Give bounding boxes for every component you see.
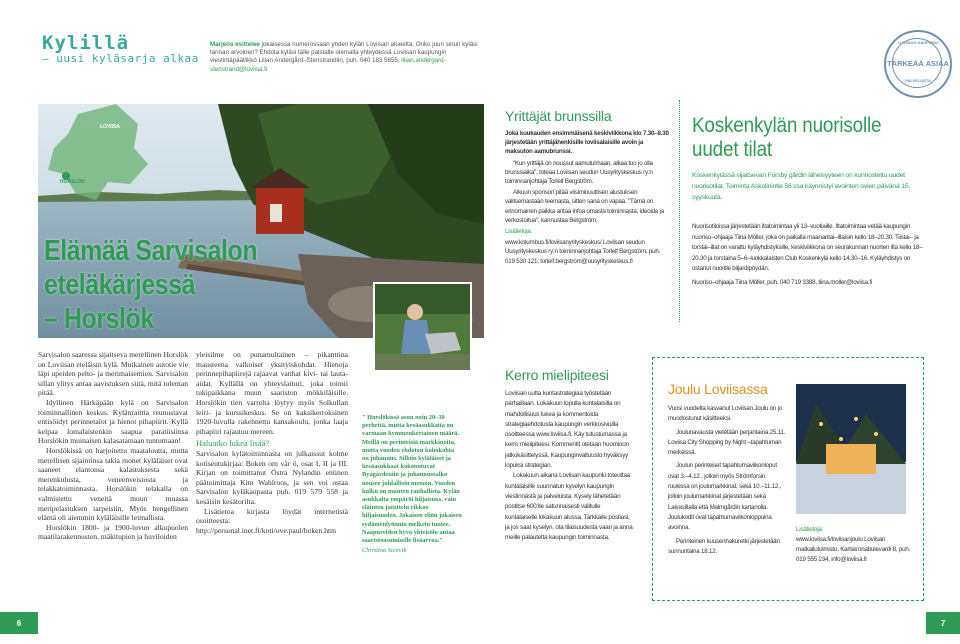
christmas-photo xyxy=(796,384,906,514)
joulu-info-text: www.loviisa.fi/loviisanjoulu Loviisan matkailutoimisto, Karlskronabulevardi 8, puh. 019 555 234, info@loviisa.fi xyxy=(796,536,911,563)
series-subtitle: – uusi kyläsarja alkaa xyxy=(42,52,199,65)
portrait-photo xyxy=(373,282,472,372)
column-divider xyxy=(679,100,680,322)
yrittajat-info: www.kolumbus.fi/loviisanyrityskeskus/ Loviisan seudun Uusyrityskeskus ry:n toiminnanjohtaja Torleif Bergström, puh. 019 530 121, torleif.bergstrom@uusyrityskeskus.fi xyxy=(505,239,661,265)
pull-quote xyxy=(362,414,462,555)
quote-author: Christina Stenvik xyxy=(362,547,407,555)
joulu-info-label: Lisätietoja: xyxy=(796,526,824,533)
stamp-top-text: LOVIISAN KAUPUNKI xyxy=(897,40,939,45)
stamp-middle-text: TÄRKEÄÄ ASIAA xyxy=(887,59,949,68)
stamp-bottom-text: PALVELUSTA xyxy=(905,78,931,83)
article-paragraph: Sarvisalon saaressa sijaitseva merellinen Horslök on Loviisan eteläisin kylä. Mutkainen autotie vie läpi upeiden pelto- ja merimaisemien. Sarvisalon sillan ylitys antaa aavistuksen siitä, mitä tuleman pitää. xyxy=(38,350,188,398)
feature-title-line1: Elämää Sarvisalon xyxy=(44,235,258,267)
kerro-heading: Kerro mielipiteesi xyxy=(505,367,609,383)
feature-title-line2: eteläkärjessä xyxy=(44,269,196,301)
quote-text: " Horslökissä asuu noin 20–30 perhettä, mutta kesäasukkaita on varmaan kymmenkertainen määrä. Meillä on perinteisiä markkinoita, mutta vuoden ehdoton kohokohta on juhannus. Silloin kyläläiset ja kesäasukkaat kokoontuvat Byagårdeniin ja juhannussalko nousee juhlallisin menoin. Vuoden kulku on muuten rauhallista. Kylän asukkaita ympäröi hiljaisuus, vain eläinten jututtelu rikkoo hiljaisuuden. Jokaisen eliön jokaisen sydämenlyönnin melkein tuntee. Naapureiden hyvä yhteisölo antaa saaristoasumiselle lisäarvoa." xyxy=(362,414,462,545)
joulu-heading: Joulu Loviisassa xyxy=(668,381,768,397)
intro-email: lilian.andergard-stenstrand@loviisa.fi xyxy=(210,57,446,73)
map-label-loviisa: LOVIISA xyxy=(100,124,121,130)
kerro-body xyxy=(505,389,633,543)
yrittajat-body xyxy=(505,129,670,268)
koskenkyla-paragraph: Nuorisotiloissa järjestetään iltatoimintaa yli 13–vuotiaille. Iltatoimintaa vetää kaupungin nuoriso–ohjaaja Tiina Möller, joka on paikalla maanantai–iltaisin kello 18–20.30. Tiistai– ja torstai–illat on varattu kyläyhdistyksille, keskiviikkona on seurakunnan nuorten ilta kello 18–20.30 ja torstaina 5–6–luokkalaisten Club Koskenkylä kello 14.30–16. Kyläyhdistys on ostanut nuorille biljardipöydän. xyxy=(692,223,923,273)
yrittajat-lead: Joka kuukauden ensimmäisenä keskiviikkona klo 7.30–8.30 järjestetään yrittäjähenkisille loviisalaisille avoin ja maksuton aamubrunssi. xyxy=(505,130,669,156)
koskenkyla-lead: Koskenkylässä sijaitsevan Forsby gårdin läheisyyteen on kunnostettu uudet nuorisotilat. Toiminta Askolinintie 56:ssa käynnistyi avointen ovien päivänä 15. syyskuuta. xyxy=(692,172,911,201)
koskenkyla-contact: Nuoriso–ohjaaja Tiina Möller, puh. 040 719 3388, tiina.moller@loviisa.fi xyxy=(692,278,873,286)
koskenkyla-body xyxy=(692,222,930,292)
article-paragraph: Horslökin 1800- ja 1900-luvun alkupuolen maatilarakennusten, mäkitupien ja huviloiden xyxy=(38,522,188,542)
intro-text: jokaisessa numerossaan yhden kylän Loviisan alueelta. Onko juuri sinun kyläsi tarinan arvoinen? Ehdota kyläsi tälle palstalle olemalla yhteydessä Loviisan kaupungin viestintäpäällikkö Lilian Andergård–Stenstrandiin, puh. 040 183 5655, xyxy=(210,41,478,65)
series-intro xyxy=(210,41,480,74)
series-title: Kylillä xyxy=(42,32,130,54)
koskenkyla-heading-line2: uudet tilat xyxy=(692,138,772,161)
article-paragraph: Idyllinen Härkäpään kylä on Sarvisalon toiminnallinen keskus. Kylänraittia reunustavat entisöidyt perinnetalot ja hienot pihapiirit. Kyllä kelpaa lomalaistenkin saapua paratiisiinsa Horslökin muinaisen kalasatamaan tuntumaan! xyxy=(38,397,188,446)
kerro-paragraph: Lokakuun aikana Loviisan kaupunki toteuttaa kuntalaisille suunnatun kyselyn kaupungin viestinnästä ja palveluista. Kysely lähetetään postitse 600:lle satunnaisesti valitulle kuntalaiselle lokakuun alussa. Tarkkaile postiasi, ja jos saat kyselyn, ota tilaisuudesta vaari ja anna meille palautetta kaupungin toiminnasta. xyxy=(505,472,633,542)
yrittajat-heading: Yrittäjät brunssilla xyxy=(505,108,612,124)
joulu-body xyxy=(668,404,788,560)
joulu-info xyxy=(796,525,916,565)
article-column-2 xyxy=(196,350,348,535)
joulu-lead: Vuosi vuodelta kasvanut Loviisan Joulu on jo muodostunut käsitteeksi. xyxy=(668,405,783,423)
yrittajat-info-label: Lisätietoja: xyxy=(505,228,533,236)
kerro-paragraph: Loviisan uutta kuntastrategiaa työstetään parhaillaan. Lokakuun lopulla kuntalaisilla on mahdollisuus lukea ja kommentoida strategiaehdotusta kaupungin verkkosivuilla osoitteessa www.loviisa.fi. Käy tutustumassa ja kerro mielipiteesi. Kommentit otetaan huomioon jatkokäsittelyssä. Kaupunginvaltuusto hyväksyy lopuksi strategian. xyxy=(505,390,629,470)
page-number-right: 7 xyxy=(926,612,960,634)
article-paragraph: Horslökissä on harjoitettu maataloutta, mutta merellisen sijaintinsa takia monet kyläläiset ovat saaneet elantonsa kalastuksesta sekä merenkulusta, veneenveistosta ja telakkatoiminnasta. Horslökin telakalla on valmistettu veneitä muun muassa meripelastuksen tarpeisiin. Myös hengellinen elämä oli aiemmin kyläläisille leimallista. xyxy=(38,445,188,523)
map-label-horslok: HORSLÖK xyxy=(60,179,85,185)
intro-lead: Marjens esittelee xyxy=(210,41,260,48)
yrittajat-paragraph: Alkuun sponsori pitää viisiminuuttisen alustuksen valitsemastaan teemasta, sitten sana on vapaa. "Tämä on erinomainen paikka antaa infoa omasta toiminnasta, ideoida ja verkostoitua", kannustaa Bergström. xyxy=(505,189,665,224)
feature-title-line3: – Horslök xyxy=(44,303,154,335)
joulu-paragraph: Joulunavausta vietetään perjantaina 25.11. Loviisa City Shopping by Night –tapahtuman merkeissä. xyxy=(668,428,786,457)
joulu-paragraph: Perinteinen kuusenhakuretki järjestetään sunnuntaina 18.12. xyxy=(668,537,780,555)
feature-title xyxy=(44,234,257,336)
article-paragraph: Sarvisalon kylätoiminnasta on julkaissut kolme kotiseutukirjaa: Boken om vår ö, osat I, II ja III. Kirjan on toimittanut Östra Nylandin entinen päätoimittaja Kim Wahlroos, ja sen voi ostaa Sarvisalon kyläkaupasta puh. 019 579 558 ja kesäisin kesätorilta. xyxy=(196,448,348,506)
koskenkyla-heading-line1: Koskenkylän nuorisolle xyxy=(692,114,882,137)
article-column-1 xyxy=(38,350,188,542)
page-number-left: 6 xyxy=(0,612,38,634)
joulu-paragraph: Joulun perinteiset tapahtumaviikonloput ovat 3.–4.12., jolloin myös Strömforsin ruukissa on joulumarkkinat, sekä 10.–11.12., jolloin joulumarkkinat järjestetään sekä Laivasillalla että Malmgårdin kartanolla. Joulukodit ovat tapahtumaviikonloppuina avoinna. xyxy=(668,462,782,532)
article-paragraph: yleisilme on punamultainen – pikanttina mausteena valkoiset yksityiskohdat. Hienoja perinnepihapiirejä rajaavat vanhat kivi- tai lauta-aidat. Kyllällä on yhteyslaituri, joka toimii tukipaikkana muun saariston mökkiläisille. Horslökin tien varrelta löytyy myös Solkullan leiri- ja kurssikeskus. Se on kaksikerroksinen 1920-luvulla rakennettu kansakoulu, jonka laaja pihapiiri rajautuu mereen. xyxy=(196,350,348,436)
stamp-logo xyxy=(884,30,952,98)
article-subheading: Haluatko lukea lisää? xyxy=(196,438,270,449)
koskenkyla-heading xyxy=(692,114,881,162)
yrittajat-paragraph: "Kun yrittäjä on noussut aamutuimaan, alkaa tuo jo olla brunssiaika", toteaa Loviisan seudun Uusyrityskeskus ry:n toiminnanjohtaja Torleif Bergström. xyxy=(505,159,653,186)
article-link-paragraph: Lisätietoa kirjasta löydät internetistä osoitteesta: http://personal.inet.fi/koti/ove.paul/boken.htm xyxy=(196,506,348,535)
